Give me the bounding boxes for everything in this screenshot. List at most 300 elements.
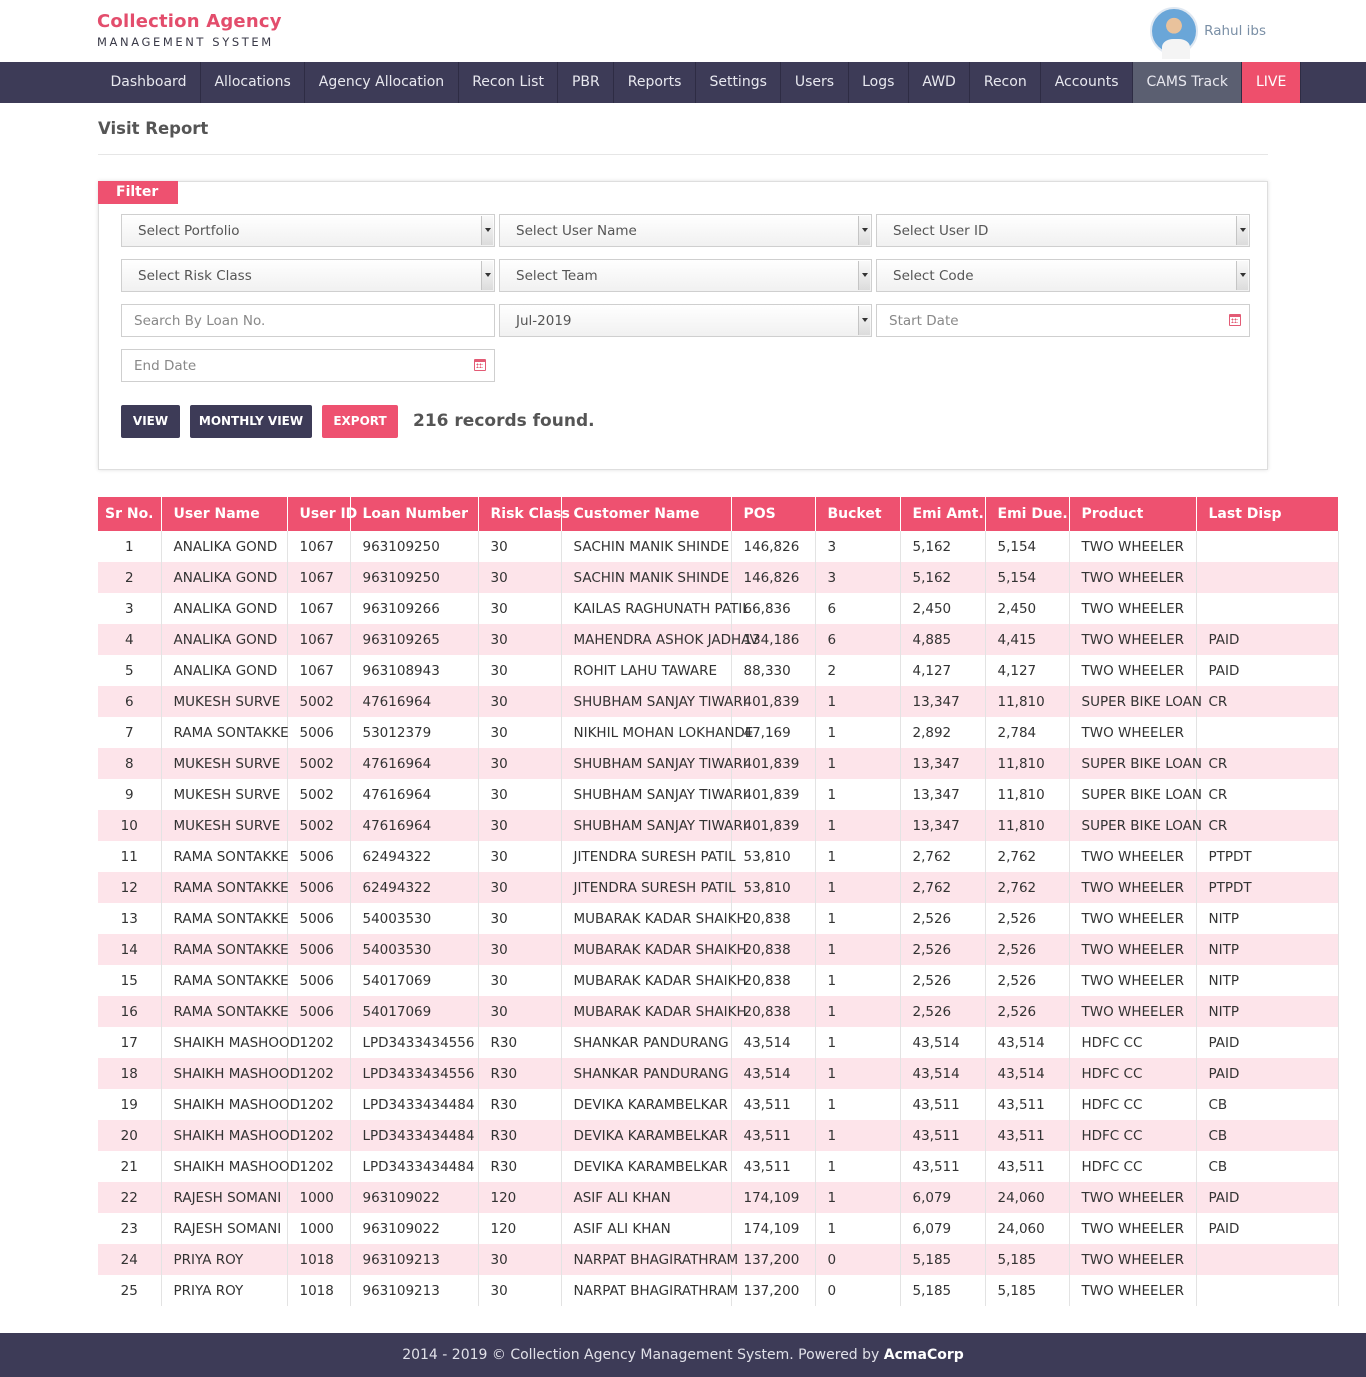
- chevron-down-icon: [858, 306, 870, 335]
- cell-last-disp: [1196, 1275, 1338, 1306]
- portfolio-select-value: Select Portfolio: [138, 223, 240, 239]
- cell-customer-name: MUBARAK KADAR SHAIKH: [561, 996, 731, 1027]
- cell-emi-due: 5,154: [985, 531, 1069, 562]
- cell-loan-number: LPD3433434484: [350, 1120, 478, 1151]
- col-header-product[interactable]: Product: [1069, 497, 1196, 531]
- chevron-down-icon: [1236, 261, 1248, 290]
- cell-loan-number: 963109250: [350, 531, 478, 562]
- col-header-sr-no[interactable]: Sr No.: [98, 497, 161, 531]
- cell-product: TWO WHEELER: [1069, 717, 1196, 748]
- cell-user-name: SHAIKH MASHOOD: [161, 1058, 287, 1089]
- cell-risk-class: 30: [478, 1275, 561, 1306]
- user-name[interactable]: Rahul ibs: [1204, 23, 1266, 39]
- cell-sr-no: 13: [98, 903, 161, 934]
- cell-sr-no: 6: [98, 686, 161, 717]
- cell-risk-class: 30: [478, 810, 561, 841]
- cell-risk-class: 30: [478, 655, 561, 686]
- cell-pos: 174,109: [731, 1182, 815, 1213]
- nav-reports[interactable]: Reports: [614, 62, 696, 103]
- cell-last-disp: NITP: [1196, 934, 1338, 965]
- table-row[interactable]: [98, 593, 1338, 624]
- table-row[interactable]: [98, 1089, 1338, 1120]
- cell-product: SUPER BIKE LOAN: [1069, 686, 1196, 717]
- cell-emi-amt: 2,450: [900, 593, 985, 624]
- cell-customer-name: SHUBHAM SANJAY TIWARI: [561, 779, 731, 810]
- cell-user-name: RAMA SONTAKKE: [161, 965, 287, 996]
- cell-customer-name: SACHIN MANIK SHINDE: [561, 562, 731, 593]
- cell-risk-class: R30: [478, 1151, 561, 1182]
- nav-settings[interactable]: Settings: [696, 62, 781, 103]
- brand-title: Collection Agency: [97, 11, 282, 32]
- export-button[interactable]: EXPORT: [322, 405, 398, 438]
- cell-risk-class: 30: [478, 779, 561, 810]
- cell-bucket: 1: [815, 934, 900, 965]
- nav-cams-track[interactable]: CAMS Track: [1133, 62, 1242, 103]
- cell-customer-name: DEVIKA KARAMBELKAR: [561, 1151, 731, 1182]
- table-row[interactable]: [98, 903, 1338, 934]
- cell-sr-no: 8: [98, 748, 161, 779]
- cell-pos: 88,330: [731, 655, 815, 686]
- table-row[interactable]: [98, 779, 1338, 810]
- cell-bucket: 0: [815, 1244, 900, 1275]
- cell-bucket: 1: [815, 810, 900, 841]
- cell-pos: 146,826: [731, 562, 815, 593]
- cell-loan-number: 47616964: [350, 748, 478, 779]
- cell-product: TWO WHEELER: [1069, 562, 1196, 593]
- footer-brand-link[interactable]: AcmaCorp: [883, 1347, 964, 1363]
- user-id-select[interactable]: [876, 214, 1250, 247]
- cell-bucket: 6: [815, 593, 900, 624]
- cell-product: HDFC CC: [1069, 1027, 1196, 1058]
- cell-product: SUPER BIKE LOAN: [1069, 748, 1196, 779]
- cell-user-name: PRIYA ROY: [161, 1244, 287, 1275]
- table-row[interactable]: [98, 872, 1338, 903]
- cell-risk-class: 30: [478, 965, 561, 996]
- month-select-value: Jul-2019: [516, 313, 572, 329]
- cell-bucket: 6: [815, 624, 900, 655]
- table-row[interactable]: [98, 810, 1338, 841]
- cell-user-name: SHAIKH MASHOOD: [161, 1089, 287, 1120]
- month-select[interactable]: [499, 304, 872, 337]
- cell-sr-no: 12: [98, 872, 161, 903]
- cell-product: TWO WHEELER: [1069, 903, 1196, 934]
- cell-emi-due: 43,511: [985, 1089, 1069, 1120]
- cell-user-id: 1202: [287, 1089, 350, 1120]
- view-button[interactable]: VIEW: [121, 405, 180, 438]
- cell-user-name: ANALIKA GOND: [161, 655, 287, 686]
- table-row[interactable]: [98, 655, 1338, 686]
- cell-customer-name: SHANKAR PANDURANG: [561, 1027, 731, 1058]
- cell-product: TWO WHEELER: [1069, 934, 1196, 965]
- cell-customer-name: ASIF ALI KHAN: [561, 1213, 731, 1244]
- cell-last-disp: PAID: [1196, 1027, 1338, 1058]
- cell-loan-number: LPD3433434556: [350, 1027, 478, 1058]
- cell-loan-number: 47616964: [350, 779, 478, 810]
- cell-user-id: 5006: [287, 717, 350, 748]
- cell-user-name: MUKESH SURVE: [161, 779, 287, 810]
- table-row[interactable]: [98, 1151, 1338, 1182]
- cell-user-id: 1067: [287, 624, 350, 655]
- table-row[interactable]: [98, 1182, 1338, 1213]
- cell-customer-name: SACHIN MANIK SHINDE: [561, 531, 731, 562]
- cell-loan-number: 963109265: [350, 624, 478, 655]
- cell-user-id: 5002: [287, 686, 350, 717]
- cell-last-disp: CB: [1196, 1089, 1338, 1120]
- cell-last-disp: NITP: [1196, 965, 1338, 996]
- cell-product: TWO WHEELER: [1069, 965, 1196, 996]
- cell-last-disp: [1196, 717, 1338, 748]
- cell-sr-no: 7: [98, 717, 161, 748]
- cell-loan-number: 62494322: [350, 841, 478, 872]
- table-row[interactable]: [98, 934, 1338, 965]
- cell-last-disp: CR: [1196, 686, 1338, 717]
- col-header-emi-due[interactable]: Emi Due.: [985, 497, 1069, 531]
- cell-product: HDFC CC: [1069, 1089, 1196, 1120]
- cell-user-name: PRIYA ROY: [161, 1275, 287, 1306]
- cell-emi-amt: 4,127: [900, 655, 985, 686]
- chevron-down-icon: [858, 216, 870, 245]
- cell-user-id: 1202: [287, 1120, 350, 1151]
- cell-emi-amt: 13,347: [900, 779, 985, 810]
- cell-user-id: 1067: [287, 655, 350, 686]
- table-row[interactable]: [98, 1120, 1338, 1151]
- cell-bucket: 2: [815, 655, 900, 686]
- cell-emi-amt: 5,185: [900, 1275, 985, 1306]
- cell-last-disp: NITP: [1196, 996, 1338, 1027]
- cell-user-name: RAMA SONTAKKE: [161, 903, 287, 934]
- cell-product: HDFC CC: [1069, 1058, 1196, 1089]
- cell-loan-number: 47616964: [350, 686, 478, 717]
- table-row[interactable]: [98, 841, 1338, 872]
- table-row[interactable]: [98, 1244, 1338, 1275]
- chevron-down-icon: [1236, 216, 1248, 245]
- cell-last-disp: CB: [1196, 1120, 1338, 1151]
- monthly-view-button[interactable]: MONTHLY VIEW: [190, 405, 312, 438]
- cell-risk-class: 30: [478, 593, 561, 624]
- cell-customer-name: SHANKAR PANDURANG: [561, 1058, 731, 1089]
- cell-sr-no: 9: [98, 779, 161, 810]
- cell-pos: 174,109: [731, 1213, 815, 1244]
- cell-user-name: SHAIKH MASHOOD: [161, 1120, 287, 1151]
- cell-product: TWO WHEELER: [1069, 872, 1196, 903]
- cell-loan-number: 47616964: [350, 810, 478, 841]
- cell-customer-name: NIKHIL MOHAN LOKHANDE: [561, 717, 731, 748]
- cell-product: TWO WHEELER: [1069, 624, 1196, 655]
- cell-user-name: RAMA SONTAKKE: [161, 934, 287, 965]
- cell-customer-name: MAHENDRA ASHOK JADHAV: [561, 624, 731, 655]
- cell-user-name: SHAIKH MASHOOD: [161, 1027, 287, 1058]
- cell-risk-class: R30: [478, 1089, 561, 1120]
- user-name-select-value: Select User Name: [516, 223, 637, 239]
- cell-emi-due: 24,060: [985, 1182, 1069, 1213]
- table-row[interactable]: [98, 1213, 1338, 1244]
- col-header-risk-class[interactable]: Risk Class: [478, 497, 561, 531]
- cell-product: TWO WHEELER: [1069, 841, 1196, 872]
- cell-sr-no: 20: [98, 1120, 161, 1151]
- cell-user-id: 1067: [287, 531, 350, 562]
- table-row[interactable]: [98, 1027, 1338, 1058]
- cell-user-name: RAMA SONTAKKE: [161, 872, 287, 903]
- cell-last-disp: NITP: [1196, 903, 1338, 934]
- end-date-placeholder: End Date: [134, 358, 197, 374]
- cell-emi-due: 2,526: [985, 965, 1069, 996]
- cell-emi-due: 5,185: [985, 1244, 1069, 1275]
- cell-emi-due: 5,185: [985, 1275, 1069, 1306]
- cell-pos: 401,839: [731, 779, 815, 810]
- cell-bucket: 1: [815, 779, 900, 810]
- cell-emi-due: 24,060: [985, 1213, 1069, 1244]
- nav-pbr[interactable]: PBR: [558, 62, 614, 103]
- nav-dashboard[interactable]: Dashboard: [97, 62, 201, 103]
- cell-bucket: 1: [815, 996, 900, 1027]
- records-count: 216 records found.: [413, 411, 595, 431]
- nav-recon[interactable]: Recon: [970, 62, 1041, 103]
- cell-last-disp: PAID: [1196, 1213, 1338, 1244]
- cell-pos: 401,839: [731, 686, 815, 717]
- cell-last-disp: [1196, 593, 1338, 624]
- cell-sr-no: 22: [98, 1182, 161, 1213]
- cell-sr-no: 19: [98, 1089, 161, 1120]
- portfolio-select[interactable]: [121, 214, 495, 247]
- cell-bucket: 1: [815, 903, 900, 934]
- start-date-input[interactable]: [876, 304, 1250, 337]
- visit-report-table: [98, 497, 1339, 1306]
- table-row[interactable]: [98, 717, 1338, 748]
- cell-emi-due: 43,514: [985, 1058, 1069, 1089]
- nav-allocations[interactable]: Allocations: [201, 62, 305, 103]
- cell-emi-amt: 43,511: [900, 1120, 985, 1151]
- cell-emi-amt: 6,079: [900, 1182, 985, 1213]
- cell-customer-name: JITENDRA SURESH PATIL: [561, 872, 731, 903]
- cell-sr-no: 4: [98, 624, 161, 655]
- cell-sr-no: 16: [98, 996, 161, 1027]
- cell-pos: 401,839: [731, 748, 815, 779]
- col-header-bucket[interactable]: Bucket: [815, 497, 900, 531]
- cell-risk-class: 30: [478, 934, 561, 965]
- cell-user-name: ANALIKA GOND: [161, 531, 287, 562]
- cell-customer-name: SHUBHAM SANJAY TIWARI: [561, 686, 731, 717]
- cell-emi-amt: 2,526: [900, 965, 985, 996]
- nav-awd[interactable]: AWD: [909, 62, 970, 103]
- code-select[interactable]: [876, 259, 1250, 292]
- table-row[interactable]: [98, 996, 1338, 1027]
- user-menu[interactable]: [1150, 7, 1266, 55]
- cell-sr-no: 15: [98, 965, 161, 996]
- cell-pos: 20,838: [731, 934, 815, 965]
- chevron-down-icon: [481, 216, 493, 245]
- cell-emi-due: 5,154: [985, 562, 1069, 593]
- table-row[interactable]: [98, 1058, 1338, 1089]
- cell-sr-no: 17: [98, 1027, 161, 1058]
- brand-logo[interactable]: [97, 11, 282, 50]
- cell-user-id: 5006: [287, 872, 350, 903]
- cell-pos: 43,514: [731, 1058, 815, 1089]
- table-row[interactable]: [98, 562, 1338, 593]
- table-row[interactable]: [98, 531, 1338, 562]
- cell-user-name: RAJESH SOMANI: [161, 1182, 287, 1213]
- cell-pos: 134,186: [731, 624, 815, 655]
- cell-product: TWO WHEELER: [1069, 1275, 1196, 1306]
- table-body: [98, 531, 1338, 1306]
- main-nav: [0, 62, 1366, 103]
- cell-bucket: 1: [815, 1089, 900, 1120]
- nav-accounts[interactable]: Accounts: [1041, 62, 1133, 103]
- visit-report-table-container[interactable]: [98, 497, 1282, 1311]
- col-header-loan-number[interactable]: Loan Number: [350, 497, 478, 531]
- cell-bucket: 3: [815, 531, 900, 562]
- cell-emi-due: 11,810: [985, 686, 1069, 717]
- risk-class-select-value: Select Risk Class: [138, 268, 252, 284]
- filter-tab: Filter: [98, 181, 178, 204]
- cell-user-name: MUKESH SURVE: [161, 686, 287, 717]
- cell-bucket: 1: [815, 872, 900, 903]
- cell-customer-name: ROHIT LAHU TAWARE: [561, 655, 731, 686]
- user-name-select[interactable]: [499, 214, 872, 247]
- cell-sr-no: 23: [98, 1213, 161, 1244]
- cell-customer-name: SHUBHAM SANJAY TIWARI: [561, 810, 731, 841]
- cell-emi-due: 43,511: [985, 1120, 1069, 1151]
- footer-text: 2014 - 2019 © Collection Agency Management System. Powered by: [402, 1347, 880, 1363]
- cell-bucket: 1: [815, 841, 900, 872]
- col-header-last-disp[interactable]: Last Disp: [1196, 497, 1338, 531]
- cell-emi-amt: 4,885: [900, 624, 985, 655]
- nav-recon-list[interactable]: Recon List: [459, 62, 559, 103]
- cell-pos: 43,514: [731, 1027, 815, 1058]
- cell-risk-class: R30: [478, 1027, 561, 1058]
- cell-emi-due: 43,511: [985, 1151, 1069, 1182]
- col-header-emi-amt[interactable]: Emi Amt.: [900, 497, 985, 531]
- cell-sr-no: 11: [98, 841, 161, 872]
- cell-emi-amt: 2,526: [900, 903, 985, 934]
- calendar-icon[interactable]: [474, 359, 486, 371]
- cell-loan-number: 53012379: [350, 717, 478, 748]
- cell-sr-no: 10: [98, 810, 161, 841]
- col-header-pos[interactable]: POS: [731, 497, 815, 531]
- page-footer: [0, 1333, 1366, 1377]
- cell-product: TWO WHEELER: [1069, 655, 1196, 686]
- cell-customer-name: DEVIKA KARAMBELKAR: [561, 1089, 731, 1120]
- cell-product: TWO WHEELER: [1069, 1182, 1196, 1213]
- cell-loan-number: LPD3433434484: [350, 1151, 478, 1182]
- cell-emi-amt: 5,162: [900, 531, 985, 562]
- col-header-user-id[interactable]: User ID: [287, 497, 350, 531]
- cell-risk-class: R30: [478, 1058, 561, 1089]
- cell-user-id: 1202: [287, 1027, 350, 1058]
- cell-loan-number: LPD3433434556: [350, 1058, 478, 1089]
- cell-last-disp: [1196, 1244, 1338, 1275]
- cell-pos: 43,511: [731, 1151, 815, 1182]
- cell-pos: 20,838: [731, 903, 815, 934]
- table-row[interactable]: [98, 686, 1338, 717]
- cell-bucket: 1: [815, 748, 900, 779]
- team-select-value: Select Team: [516, 268, 598, 284]
- cell-risk-class: 30: [478, 686, 561, 717]
- cell-customer-name: NARPAT BHAGIRATHRAM: [561, 1275, 731, 1306]
- title-divider: [98, 154, 1268, 155]
- cell-pos: 53,810: [731, 841, 815, 872]
- table-row[interactable]: [98, 1275, 1338, 1306]
- cell-bucket: 1: [815, 1151, 900, 1182]
- cell-risk-class: 30: [478, 531, 561, 562]
- cell-emi-amt: 43,511: [900, 1089, 985, 1120]
- table-row[interactable]: [98, 624, 1338, 655]
- risk-class-select[interactable]: [121, 259, 495, 292]
- avatar[interactable]: [1150, 7, 1198, 55]
- cell-loan-number: LPD3433434484: [350, 1089, 478, 1120]
- nav-logs[interactable]: Logs: [849, 62, 909, 103]
- cell-risk-class: 30: [478, 562, 561, 593]
- nav-users[interactable]: Users: [781, 62, 848, 103]
- cell-customer-name: ASIF ALI KHAN: [561, 1182, 731, 1213]
- cell-user-name: ANALIKA GOND: [161, 593, 287, 624]
- user-id-select-value: Select User ID: [893, 223, 989, 239]
- cell-pos: 401,839: [731, 810, 815, 841]
- nav-live[interactable]: LIVE: [1242, 62, 1300, 103]
- col-header-user-name[interactable]: User Name: [161, 497, 287, 531]
- cell-user-id: 5002: [287, 748, 350, 779]
- cell-emi-amt: 2,762: [900, 841, 985, 872]
- cell-last-disp: PTPDT: [1196, 841, 1338, 872]
- cell-user-name: MUKESH SURVE: [161, 810, 287, 841]
- cell-loan-number: 54003530: [350, 934, 478, 965]
- cell-emi-amt: 5,185: [900, 1244, 985, 1275]
- cell-user-id: 1202: [287, 1058, 350, 1089]
- calendar-icon[interactable]: [1229, 314, 1241, 326]
- cell-bucket: 1: [815, 686, 900, 717]
- table-row[interactable]: [98, 965, 1338, 996]
- cell-bucket: 3: [815, 562, 900, 593]
- cell-loan-number: 963109266: [350, 593, 478, 624]
- team-select[interactable]: [499, 259, 872, 292]
- loan-search-input[interactable]: [121, 304, 495, 337]
- cell-sr-no: 1: [98, 531, 161, 562]
- cell-user-id: 1018: [287, 1244, 350, 1275]
- col-header-customer-name[interactable]: Customer Name: [561, 497, 731, 531]
- cell-user-name: MUKESH SURVE: [161, 748, 287, 779]
- cell-last-disp: PAID: [1196, 624, 1338, 655]
- cell-user-id: 5006: [287, 996, 350, 1027]
- cell-customer-name: SHUBHAM SANJAY TIWARI: [561, 748, 731, 779]
- cell-emi-due: 2,450: [985, 593, 1069, 624]
- cell-user-name: RAJESH SOMANI: [161, 1213, 287, 1244]
- cell-user-name: ANALIKA GOND: [161, 624, 287, 655]
- cell-pos: 137,200: [731, 1275, 815, 1306]
- cell-user-name: SHAIKH MASHOOD: [161, 1151, 287, 1182]
- cell-product: HDFC CC: [1069, 1151, 1196, 1182]
- cell-pos: 43,511: [731, 1120, 815, 1151]
- cell-last-disp: [1196, 531, 1338, 562]
- end-date-input[interactable]: [121, 349, 495, 382]
- cell-pos: 47,169: [731, 717, 815, 748]
- cell-pos: 146,826: [731, 531, 815, 562]
- nav-agency-allocation[interactable]: Agency Allocation: [305, 62, 458, 103]
- code-select-value: Select Code: [893, 268, 974, 284]
- cell-last-disp: PTPDT: [1196, 872, 1338, 903]
- cell-loan-number: 963109213: [350, 1244, 478, 1275]
- cell-emi-due: 2,526: [985, 996, 1069, 1027]
- cell-customer-name: MUBARAK KADAR SHAIKH: [561, 965, 731, 996]
- cell-emi-due: 2,762: [985, 872, 1069, 903]
- table-row[interactable]: [98, 748, 1338, 779]
- cell-risk-class: 30: [478, 903, 561, 934]
- cell-risk-class: 30: [478, 717, 561, 748]
- cell-risk-class: 120: [478, 1213, 561, 1244]
- cell-risk-class: 30: [478, 1244, 561, 1275]
- cell-user-id: 5002: [287, 810, 350, 841]
- cell-sr-no: 18: [98, 1058, 161, 1089]
- cell-emi-amt: 13,347: [900, 686, 985, 717]
- cell-loan-number: 54017069: [350, 965, 478, 996]
